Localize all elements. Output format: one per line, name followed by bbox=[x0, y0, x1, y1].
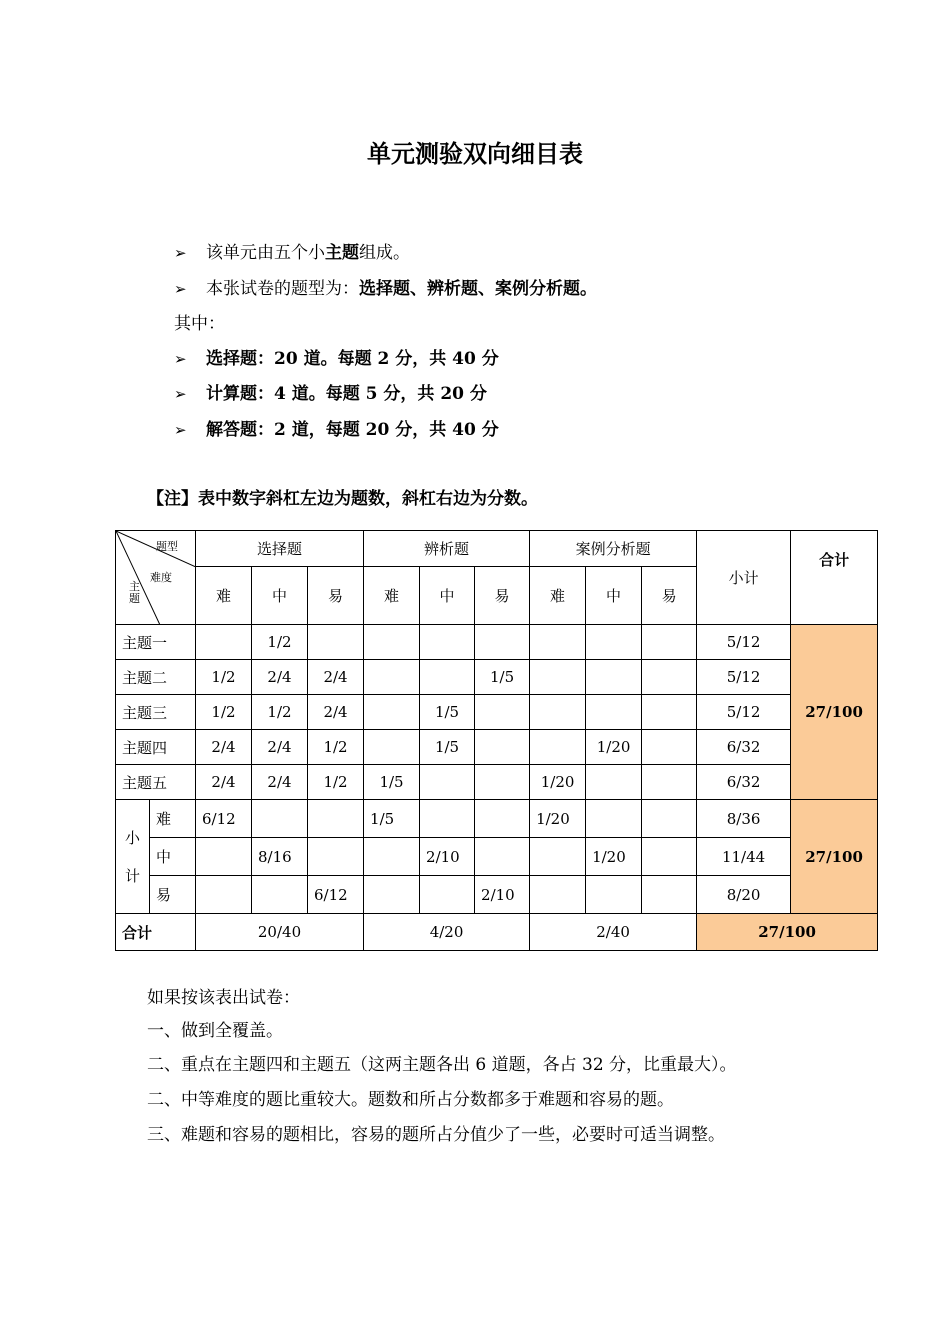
subtotal-side-top: 小 bbox=[124, 828, 140, 847]
table-cell bbox=[586, 800, 642, 838]
detail-text: 选择题：20 道。每题 2 分，共 40 分 bbox=[206, 349, 499, 369]
table-cell bbox=[642, 838, 697, 876]
conclusion-item: 三、难题和容易的题相比，容易的题所占分值少了一些，必要时可适当调整。 bbox=[147, 1125, 725, 1145]
level-cell: 中 bbox=[252, 567, 308, 625]
topic-row bbox=[116, 625, 878, 660]
level-cell: 中 bbox=[420, 567, 475, 625]
bullet-text: 本张试卷的题型为： bbox=[206, 279, 359, 299]
topic-subtotal: 5/12 bbox=[697, 695, 791, 730]
difficulty-name: 中 bbox=[150, 838, 196, 876]
topic-subtotal: 5/12 bbox=[697, 625, 791, 660]
table-cell: 1/5 bbox=[364, 800, 420, 838]
table-cell: 6/12 bbox=[196, 800, 252, 838]
topic-total: 27/100 bbox=[791, 625, 878, 800]
header-type-2: 辨析题 bbox=[364, 531, 530, 567]
table-cell bbox=[252, 800, 308, 838]
detail-text: 解答题：2 道，每题 20 分，共 40 分 bbox=[206, 420, 499, 440]
table-cell: 2/4 bbox=[196, 730, 252, 765]
topic-name: 主题三 bbox=[116, 695, 196, 730]
table-cell: 8/16 bbox=[252, 838, 308, 876]
bullet-text: 该单元由五个小 bbox=[206, 243, 325, 263]
topic-name: 主题一 bbox=[116, 625, 196, 660]
level-cell: 易 bbox=[308, 567, 364, 625]
table-cell: 1/5 bbox=[364, 765, 420, 800]
table-cell bbox=[196, 838, 252, 876]
table-cell bbox=[308, 838, 364, 876]
table-cell bbox=[586, 625, 642, 660]
difficulty-total: 27/100 bbox=[791, 800, 878, 914]
topic-name: 主题二 bbox=[116, 660, 196, 695]
difficulty-subtotal: 8/20 bbox=[697, 876, 791, 914]
table-cell bbox=[475, 800, 530, 838]
total-type-2: 4/20 bbox=[364, 914, 530, 951]
table-cell: 2/4 bbox=[252, 730, 308, 765]
table-cell bbox=[530, 695, 586, 730]
table-cell bbox=[642, 800, 697, 838]
difficulty-subtotal: 11/44 bbox=[697, 838, 791, 876]
detail-bullet-3 bbox=[174, 415, 499, 440]
table-cell bbox=[364, 625, 420, 660]
level-cell: 易 bbox=[475, 567, 530, 625]
table-cell: 1/2 bbox=[252, 625, 308, 660]
table-cell bbox=[530, 876, 586, 914]
table-cell bbox=[475, 838, 530, 876]
header-total: 合计 bbox=[791, 531, 878, 625]
total-type-1: 20/40 bbox=[196, 914, 364, 951]
level-cell: 难 bbox=[364, 567, 420, 625]
table-cell bbox=[642, 625, 697, 660]
bullet-bold: 选择题、辨析题、案例分析题。 bbox=[359, 279, 597, 299]
table-cell: 1/2 bbox=[252, 695, 308, 730]
table-cell: 2/4 bbox=[252, 660, 308, 695]
topic-name: 主题五 bbox=[116, 765, 196, 800]
topic-row bbox=[116, 730, 878, 765]
table-cell bbox=[642, 876, 697, 914]
topic-subtotal: 6/32 bbox=[697, 730, 791, 765]
difficulty-name: 易 bbox=[150, 876, 196, 914]
grand-total: 27/100 bbox=[697, 914, 878, 951]
difficulty-row bbox=[116, 838, 878, 876]
table-cell bbox=[420, 660, 475, 695]
difficulty-subtotal: 8/36 bbox=[697, 800, 791, 838]
table-cell bbox=[586, 660, 642, 695]
table-cell bbox=[475, 695, 530, 730]
table-cell: 1/2 bbox=[196, 660, 252, 695]
table-cell bbox=[586, 876, 642, 914]
table-cell bbox=[364, 838, 420, 876]
table-cell: 1/2 bbox=[308, 765, 364, 800]
corner-topic-label: 主题 bbox=[129, 580, 140, 605]
table-cell bbox=[420, 800, 475, 838]
table-cell bbox=[642, 765, 697, 800]
conclusion-item: 二、中等难度的题比重较大。题数和所占分数都多于难题和容易的题。 bbox=[147, 1090, 674, 1110]
table-cell bbox=[420, 625, 475, 660]
arrow-bullet-icon: ➢ bbox=[174, 280, 187, 298]
table-note: 【注】表中数字斜杠左边为题数，斜杠右边为分数。 bbox=[147, 489, 538, 509]
table-cell: 2/10 bbox=[475, 876, 530, 914]
table-cell bbox=[530, 730, 586, 765]
table-cell: 2/4 bbox=[308, 695, 364, 730]
table-cell: 6/12 bbox=[308, 876, 364, 914]
conclusion-item: 二、重点在主题四和主题五（这两主题各出 6 道题，各占 32 分，比重最大）。 bbox=[147, 1055, 737, 1075]
bullet-2 bbox=[174, 274, 597, 299]
table-cell bbox=[642, 695, 697, 730]
table-cell bbox=[420, 765, 475, 800]
table-cell bbox=[308, 625, 364, 660]
table-cell bbox=[586, 765, 642, 800]
subtotal-side-bottom: 计 bbox=[124, 866, 140, 885]
conclusion-intro: 如果按该表出试卷： bbox=[147, 988, 300, 1008]
table-cell: 1/5 bbox=[420, 730, 475, 765]
difficulty-row bbox=[116, 876, 878, 914]
detail-bullet-1 bbox=[174, 344, 499, 369]
level-cell: 难 bbox=[530, 567, 586, 625]
table-cell: 1/20 bbox=[530, 765, 586, 800]
table-cell: 1/20 bbox=[586, 838, 642, 876]
detail-bullet-2 bbox=[174, 379, 487, 404]
table-cell: 1/20 bbox=[586, 730, 642, 765]
table-cell bbox=[530, 625, 586, 660]
spec-table bbox=[115, 530, 878, 951]
table-cell bbox=[252, 876, 308, 914]
topic-subtotal: 5/12 bbox=[697, 660, 791, 695]
topic-subtotal: 6/32 bbox=[697, 765, 791, 800]
table-cell bbox=[475, 765, 530, 800]
table-cell bbox=[308, 800, 364, 838]
bullet-bold: 主题 bbox=[325, 243, 359, 263]
table-cell bbox=[420, 876, 475, 914]
table-cell bbox=[196, 625, 252, 660]
total-row-label: 合计 bbox=[116, 914, 196, 951]
difficulty-name: 难 bbox=[150, 800, 196, 838]
table-cell bbox=[475, 730, 530, 765]
table-cell bbox=[530, 660, 586, 695]
table-cell bbox=[642, 660, 697, 695]
table-cell bbox=[530, 838, 586, 876]
table-cell: 1/2 bbox=[196, 695, 252, 730]
table-cell: 2/4 bbox=[196, 765, 252, 800]
arrow-bullet-icon: ➢ bbox=[174, 421, 187, 439]
conclusion-item: 一、做到全覆盖。 bbox=[147, 1021, 283, 1041]
table-cell: 1/20 bbox=[530, 800, 586, 838]
corner-header bbox=[116, 531, 196, 625]
topic-row bbox=[116, 765, 878, 800]
level-cell: 中 bbox=[586, 567, 642, 625]
header-type-3: 案例分析题 bbox=[530, 531, 697, 567]
table-cell: 1/5 bbox=[420, 695, 475, 730]
total-type-3: 2/40 bbox=[530, 914, 697, 951]
table-cell: 1/2 bbox=[308, 730, 364, 765]
arrow-bullet-icon: ➢ bbox=[174, 350, 187, 368]
header-type-1: 选择题 bbox=[196, 531, 364, 567]
table-cell bbox=[475, 625, 530, 660]
table-cell: 2/10 bbox=[420, 838, 475, 876]
corner-type-label: 题型 bbox=[156, 540, 178, 553]
bullet-1 bbox=[174, 238, 410, 263]
table-cell: 1/5 bbox=[475, 660, 530, 695]
table-cell bbox=[586, 695, 642, 730]
table-cell bbox=[196, 876, 252, 914]
topic-row bbox=[116, 660, 878, 695]
table-cell bbox=[364, 660, 420, 695]
header-subtotal: 小计 bbox=[697, 531, 791, 625]
table-cell: 2/4 bbox=[252, 765, 308, 800]
level-cell: 难 bbox=[196, 567, 252, 625]
level-cell: 易 bbox=[642, 567, 697, 625]
detail-text: 计算题：4 道。每题 5 分，共 20 分 bbox=[206, 384, 487, 404]
difficulty-row bbox=[116, 800, 878, 838]
topic-row bbox=[116, 695, 878, 730]
topic-name: 主题四 bbox=[116, 730, 196, 765]
among-label: 其中： bbox=[174, 314, 225, 334]
table-cell bbox=[364, 695, 420, 730]
table-cell: 2/4 bbox=[308, 660, 364, 695]
arrow-bullet-icon: ➢ bbox=[174, 385, 187, 403]
page-title: 单元测验双向细目表 bbox=[367, 140, 583, 168]
table-cell bbox=[642, 730, 697, 765]
table-cell bbox=[364, 876, 420, 914]
subtotal-side-label bbox=[116, 800, 150, 914]
arrow-bullet-icon: ➢ bbox=[174, 244, 187, 262]
bullet-tail: 组成。 bbox=[359, 243, 410, 263]
corner-difficulty-label: 难度 bbox=[150, 571, 172, 584]
table-cell bbox=[364, 730, 420, 765]
